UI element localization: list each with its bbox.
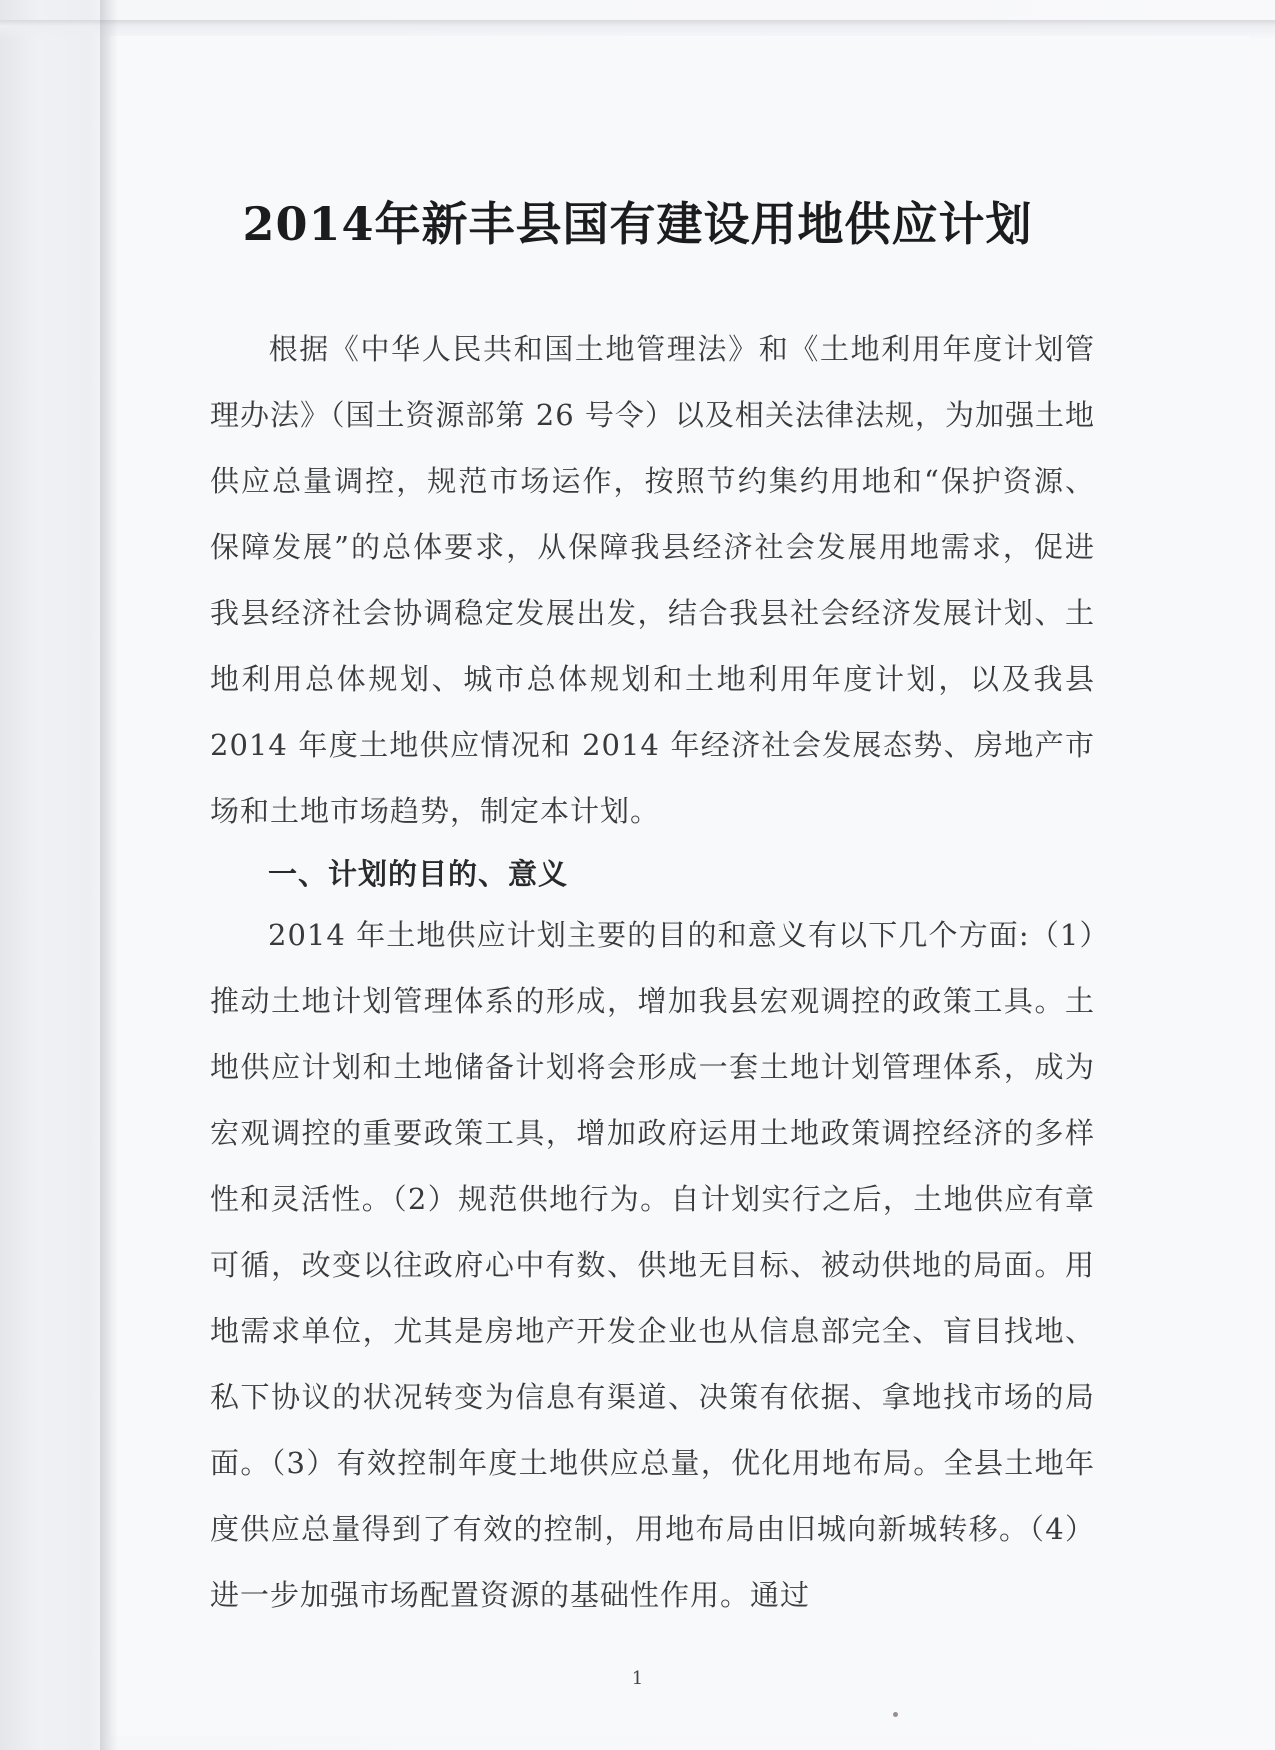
page-number: 1	[631, 1668, 644, 1689]
purpose-paragraph	[210, 902, 1095, 1628]
document-title: 2014年新丰县国有建设用地供应计划	[242, 197, 1033, 251]
binding-shadow	[100, 0, 118, 1750]
purpose-paragraph-text: 2014 年土地供应计划主要的目的和意义有以下几个方面:（1）推动土地计划管理体系的形成，增加我县宏观调控的政策工具。土地供应计划和土地储备计划将会形成一套土地计划管理体系，成为宏观调控的重要政策工具，增加政府运用土地政策调控经济的多样性和灵活性。（2）规范供地行为。自计划实行之后，土地供应有章可循，改变以往政府心中有数、供地无目标、被动供地的局面。用地需求单位，尤其是房地产开发企业也从信息部完全、盲目找地、私下协议的状况转变为信息有渠道、决策有依据、拿地找市场的局面。（3）有效控制年度土地供应总量，优化用地布局。全县土地年度供应总量得到了有效的控制，用地布局由旧城向新城转移。（4）进一步加强市场配置资源的基础性作用。通过	[210, 918, 1095, 1612]
intro-paragraph-text: 根据《中华人民共和国土地管理法》和《土地利用年度计划管理办法》（国土资源部第 26 号令）以及相关法律法规，为加强土地供应总量调控，规范市场运作，按照节约集约用地和“保护资源、保障发展”的总体要求，从保障我县经济社会发展用地需求，促进我县经济社会协调稳定发展出发，结合我县社会经济发展计划、土地利用总体规划、城市总体规划和土地利用年度计划，以及我县 2014 年度土地供应情况和 2014 年经济社会发展态势、房地产市场和土地市场趋势，制定本计划。	[210, 332, 1095, 828]
scan-speck	[893, 1712, 898, 1717]
intro-paragraph	[210, 316, 1095, 844]
section-heading: 一、计划的目的、意义	[268, 857, 569, 891]
